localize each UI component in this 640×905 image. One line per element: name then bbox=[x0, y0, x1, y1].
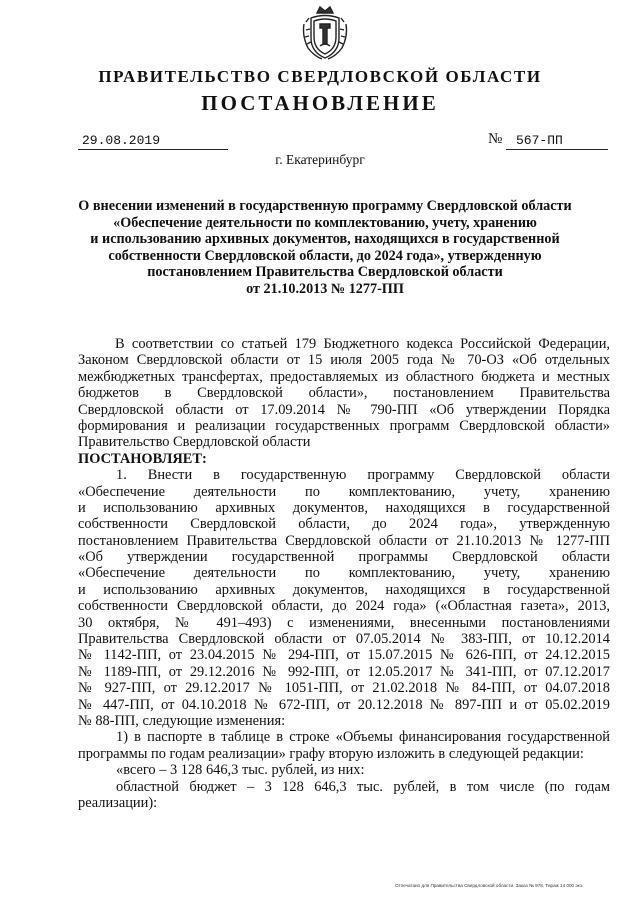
text-line: собственности Свердловской области, до 2024 года», утвержденную bbox=[78, 516, 610, 533]
heading-line: «Обеспечение деятельности по комплектованию, учету, хранению bbox=[113, 214, 537, 231]
number-field bbox=[506, 133, 608, 150]
text-line: 1. Внести в государственную программу Свердловской области bbox=[116, 467, 610, 484]
government-title: ПРАВИТЕЛЬСТВО СВЕРДЛОВСКОЙ ОБЛАСТИ bbox=[98, 67, 542, 86]
text-line: областной бюджет – 3 128 646,3 тыс. рублей, в том числе (по годам bbox=[116, 778, 610, 795]
text-line: № 1189-ПП, от 29.12.2016 № 992-ПП, от 12.05.2017 № 341-ПП, от 07.12.2017 bbox=[78, 663, 610, 680]
text-line: формирования и реализации государственных программ Свердловской области» bbox=[78, 417, 610, 434]
text-line: Правительство Свердловской области bbox=[78, 434, 311, 451]
text-line: 1) в паспорте в таблице в строке «Объемы финансирования государственной bbox=[116, 729, 610, 746]
regional-budget-paragraph bbox=[78, 779, 610, 812]
text-line: № 1142-ПП, от 23.04.2015 № 294-ПП, от 15.07.2015 № 626-ПП, от 24.12.2015 bbox=[78, 647, 610, 664]
text-line: № 88-ПП, следующие изменения: bbox=[78, 712, 286, 729]
document-type: ПОСТАНОВЛЕНИЕ bbox=[201, 91, 439, 115]
heading-line: собственности Свердловской области, до 2024 года», утвержденную bbox=[108, 247, 542, 264]
print-footer-note: Отпечатано для Правительства Свердловской области. Заказ № 978. Тираж 14 000 экз. bbox=[395, 883, 584, 888]
document-heading bbox=[40, 198, 610, 298]
item-1-paragraph bbox=[78, 467, 610, 729]
text-line: собственности Свердловской области, до 2024 года» («Областная газета», 2013, bbox=[78, 598, 610, 615]
text-line: В соответствии со статьей 179 Бюджетного кодекса Российской Федерации, bbox=[115, 336, 610, 352]
heading-line: постановлением Правительства Свердловской области bbox=[147, 264, 503, 281]
text-line: и использованию архивных документов, находящихся в государственной bbox=[78, 499, 610, 516]
text-line: «Обеспечение деятельности по комплектованию, учету, хранению bbox=[78, 565, 610, 582]
heading-line: и использованию архивных документов, находящихся в государственной bbox=[90, 231, 560, 248]
preamble-paragraph bbox=[78, 336, 610, 451]
number-sign: № bbox=[488, 131, 503, 147]
text-line: Свердловской области от 17.09.2014 № 790-ПП «Об утверждении Порядка bbox=[78, 401, 610, 418]
city: г. Екатеринбург bbox=[275, 152, 365, 167]
text-line: постановлением Правительства Свердловской области от 21.10.2013 № 1277-ПП bbox=[78, 532, 610, 549]
total-funding-line: «всего – 3 128 646,3 тыс. рублей, из них: bbox=[116, 762, 365, 779]
text-line: программы по годам реализации» графу вторую изложить в следующей редакции: bbox=[78, 745, 584, 762]
date-field bbox=[78, 133, 228, 150]
coat-of-arms-icon bbox=[300, 4, 350, 62]
text-line: и использованию архивных документов, находящихся в государственной bbox=[78, 581, 610, 598]
document-number: 567-ПП bbox=[516, 133, 563, 148]
text-line: Правительства Свердловской области от 07.05.2014 № 383-ПП, от 10.12.2014 bbox=[78, 631, 610, 648]
text-line: № 927-ПП, от 29.12.2017 № 1051-ПП, от 21.02.2018 № 84-ПП, от 04.07.2018 bbox=[78, 680, 610, 697]
text-line: «Об утверждении государственной программы Свердловской области bbox=[78, 549, 610, 566]
text-line: Законом Свердловской области от 15 июля 2005 года № 70-ОЗ «Об отдельных bbox=[78, 352, 610, 369]
text-line: 30 октября, № 491–493) с изменениями, внесенными постановлениями bbox=[78, 614, 610, 631]
text-line: межбюджетных трансфертах, предоставляемых из областного бюджета и местных bbox=[78, 368, 610, 385]
heading-line: от 21.10.2013 № 1277-ПП bbox=[246, 280, 404, 297]
document-body bbox=[78, 336, 610, 811]
text-line: № 447-ПП, от 04.10.2018 № 672-ПП, от 20.12.2018 № 897-ПП и от 05.02.2019 bbox=[78, 696, 610, 713]
text-line: реализации): bbox=[78, 794, 158, 811]
resolves-label: ПОСТАНОВЛЯЕТ: bbox=[78, 450, 207, 467]
heading-line: О внесении изменений в государственную программу Свердловской области bbox=[78, 198, 572, 214]
subitem-1-paragraph bbox=[78, 729, 610, 762]
text-line: бюджетов в Свердловской области», постановлением Правительства bbox=[78, 385, 610, 402]
text-line: «Обеспечение деятельности по комплектованию, учету, хранению bbox=[78, 483, 610, 500]
document-date: 29.08.2019 bbox=[82, 133, 161, 148]
